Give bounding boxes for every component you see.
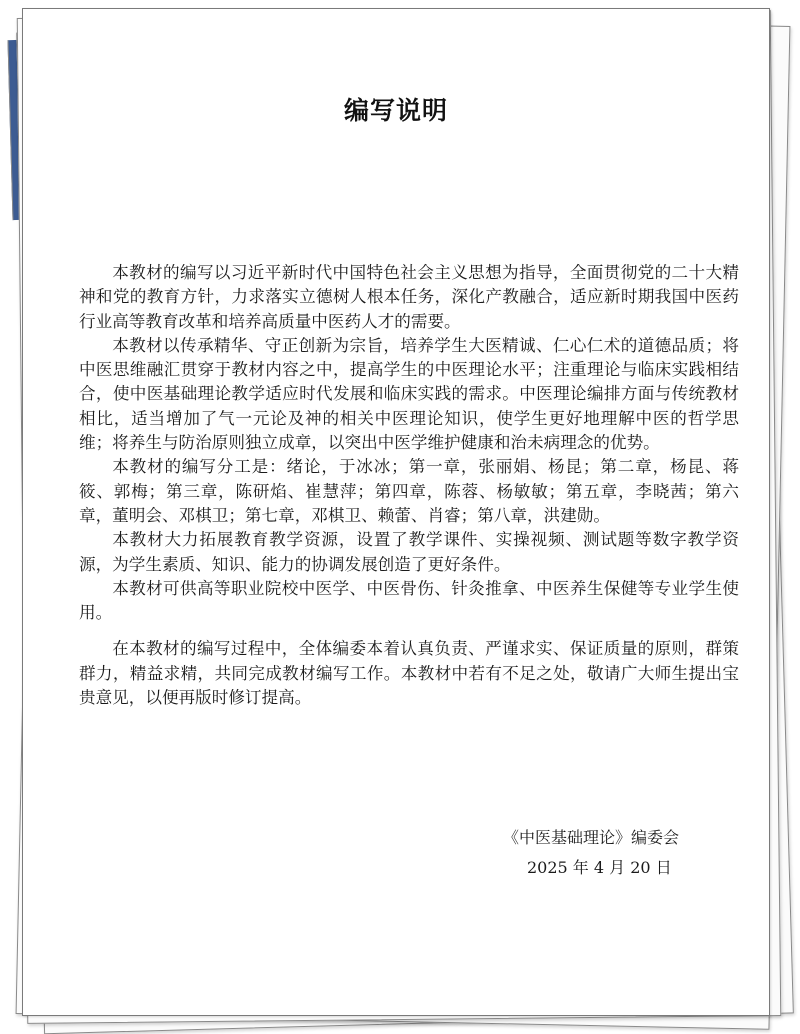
paragraph: 本教材的编写以习近平新时代中国特色社会主义思想为指导，全面贯彻党的二十大精神和党的教育方针，力求落实立德树人根本任务，深化产教融合，适应新时期我国中医药行业高等教育改革和培养高质量中医药人才的需要。 bbox=[79, 263, 739, 331]
editorial-board-signature: 《中医基础理论》编委会 bbox=[503, 828, 680, 847]
paragraph: 本教材可供高等职业院校中医学、中医骨伤、针灸推拿、中医养生保健等专业学生使用。 bbox=[79, 578, 739, 623]
page-title: 编写说明 bbox=[343, 96, 448, 125]
paragraph: 本教材以传承精华、守正创新为宗旨，培养学生大医精诚、仁心仁术的道德品质；将中医思维融汇贯穿于教材内容之中，提高学生的中医理论水平；注重理论与临床实践相结合，使中医基础理论教学适应时代发展和临床实践的需求。中医理论编排方面与传统教材相比，适当增加了气一元论及神的相关中医理论知识，使学生更好地理解中医的哲学思维；将养生与防治原则独立成章，以突出中医学维护健康和治未病理念的优势。 bbox=[79, 335, 739, 453]
paragraph: 本教材大力拓展教育教学资源，设置了教学课件、实操视频、测试题等数字教学资源，为学生素质、知识、能力的协调发展创造了更好条件。 bbox=[79, 530, 739, 574]
paragraph: 在本教材的编写过程中，全体编委本着认真负责、严谨求实、保证质量的原则，群策群力，精益求精，共同完成教材编写工作。本教材中若有不足之处，敬请广大师生提出宝贵意见，以便再版时修订提高。 bbox=[79, 639, 739, 708]
paragraph: 本教材的编写分工是：绪论，于冰冰；第一章，张丽娟、杨昆；第二章，杨昆、蒋筱、郭梅；第三章，陈研焰、崔慧萍；第四章，陈蓉、杨敏敏；第五章，李晓茜；第六章，董明会、邓棋卫；第七章，邓棋卫、赖蕾、肖睿；第八章，洪建勋。 bbox=[79, 457, 739, 525]
document-body bbox=[79, 261, 739, 710]
document-date: 2025 年 4 月 20 日 bbox=[527, 858, 672, 877]
document-page bbox=[22, 8, 770, 1016]
